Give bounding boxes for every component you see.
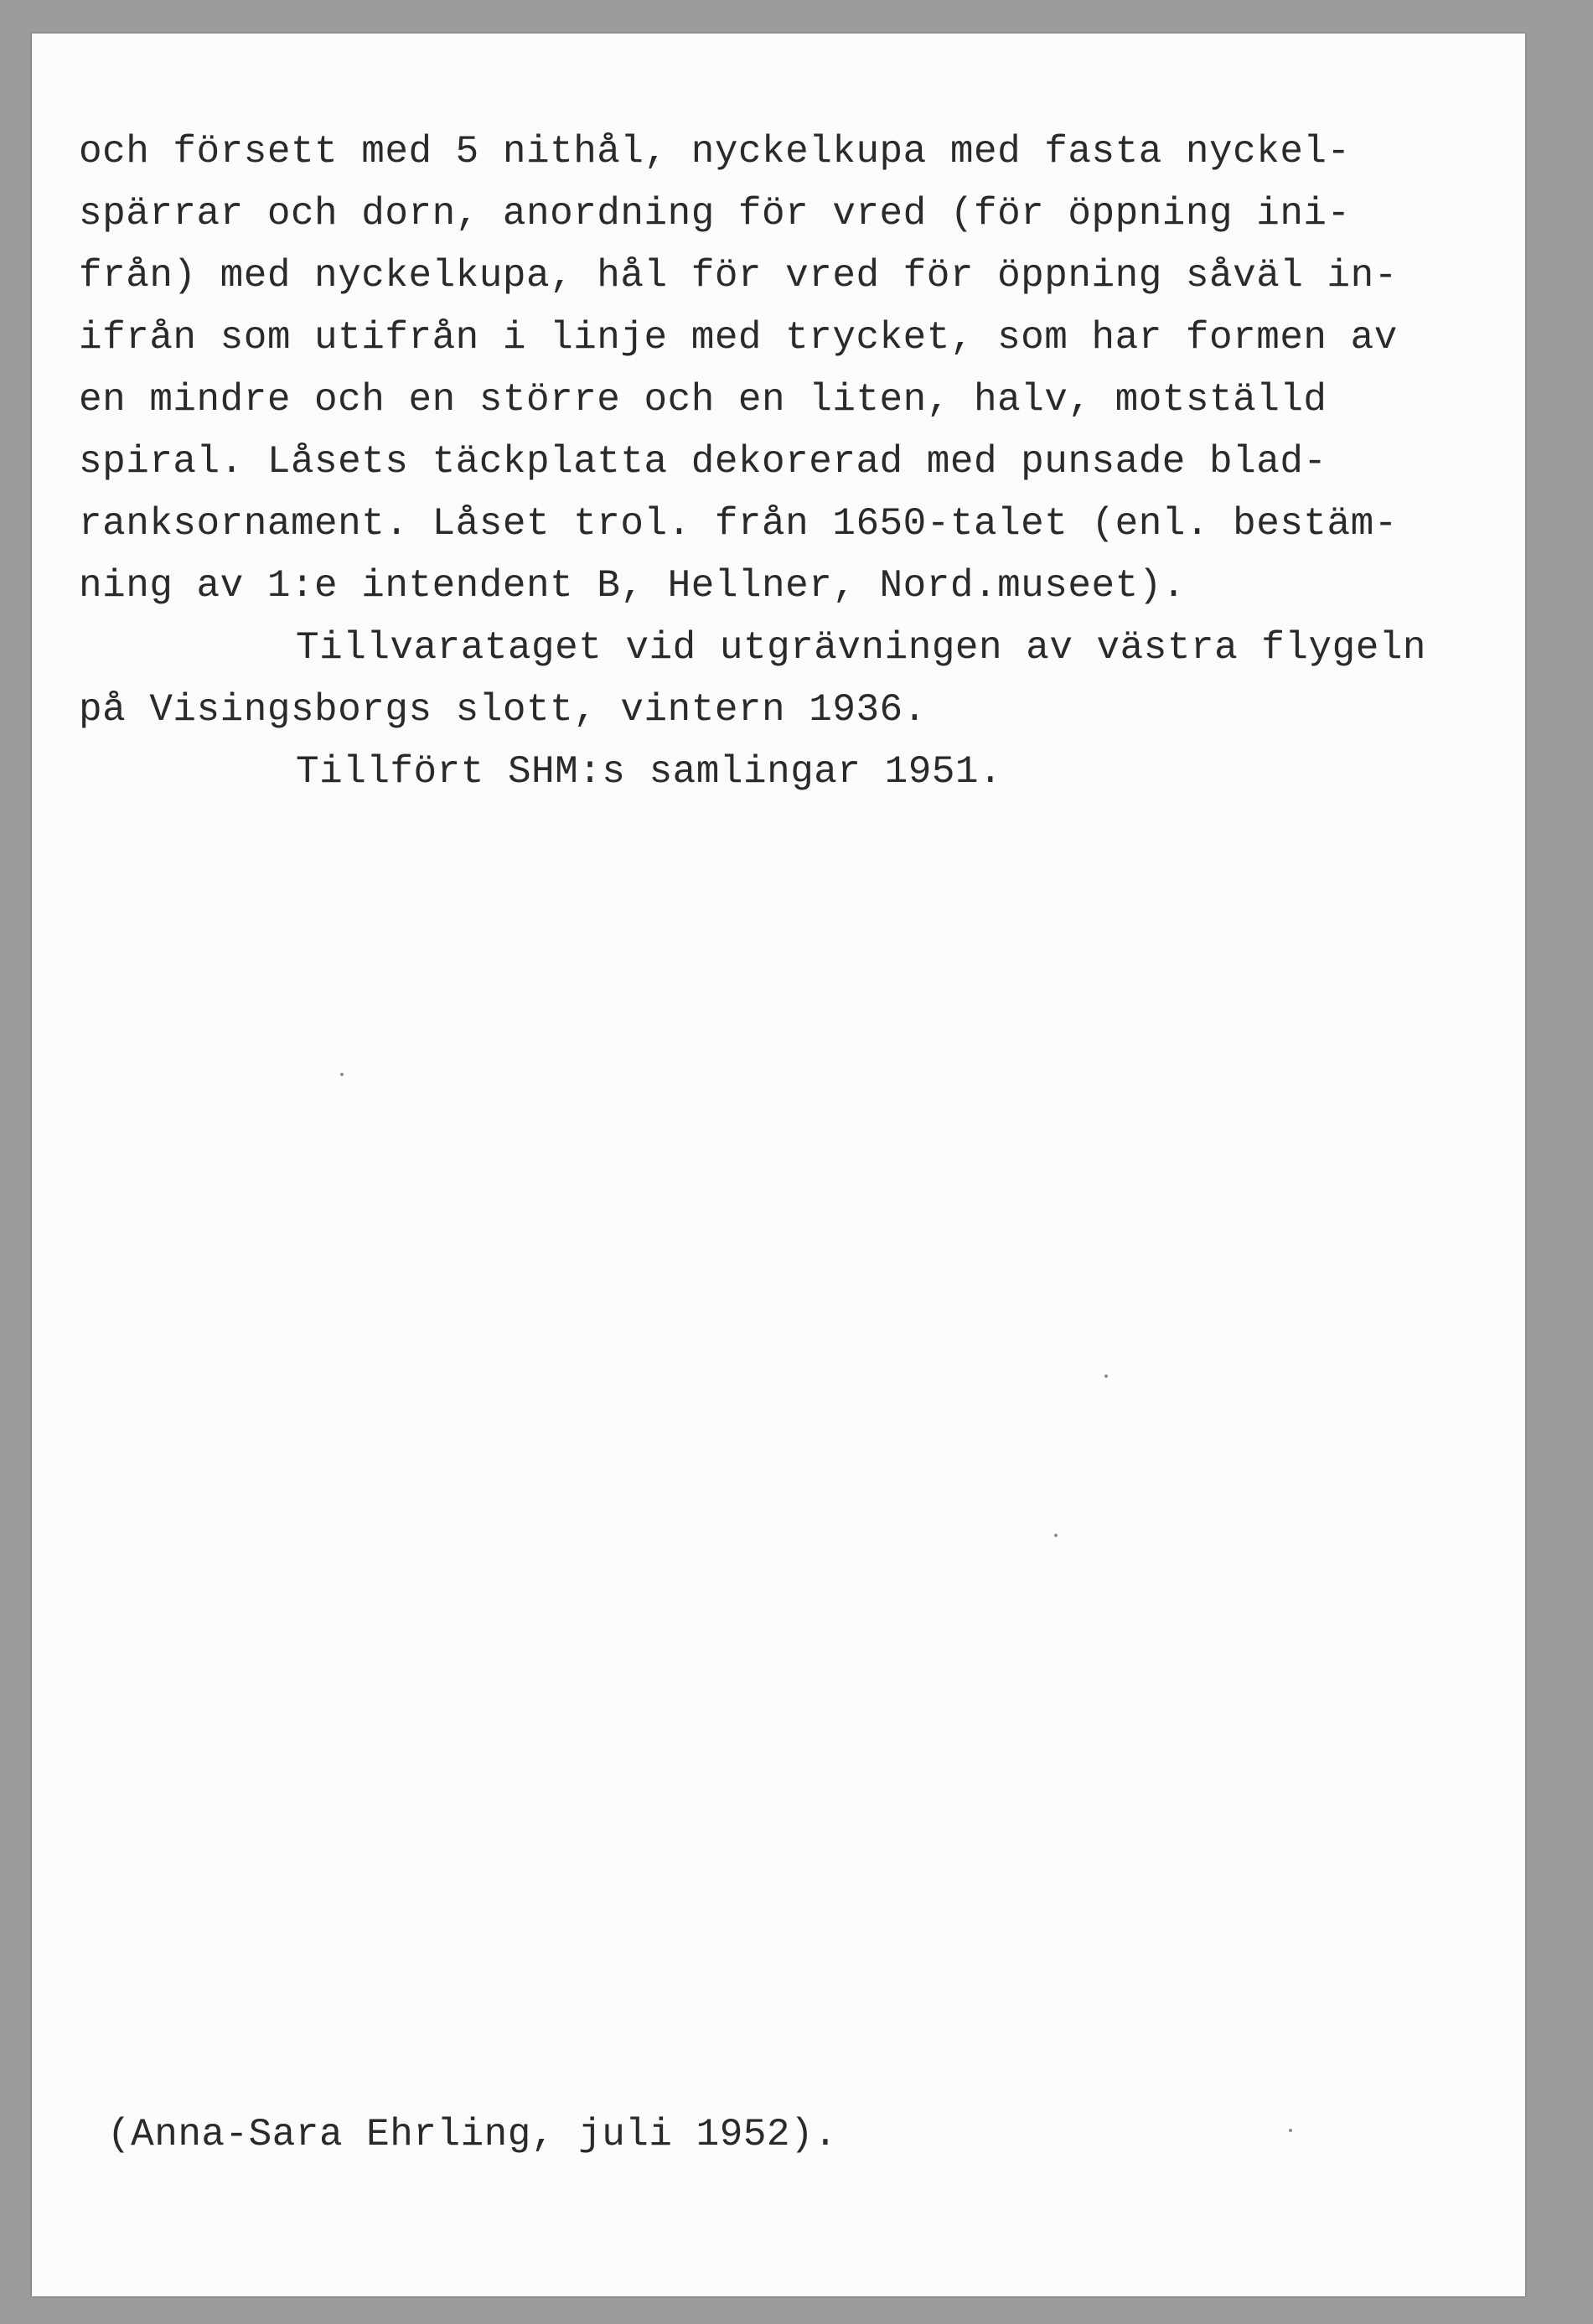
- text-line-8: ning av 1:e intendent B, Hellner, Nord.museet).: [79, 564, 1186, 608]
- text-line-2: spärrar och dorn, anordning för vred (för öppning ini-: [79, 192, 1351, 236]
- archive-card: [32, 34, 1525, 2296]
- text-line-1: och försett med 5 nithål, nyckelkupa med fasta nyckel-: [79, 130, 1351, 173]
- paper-speck: [1289, 2129, 1292, 2132]
- text-line-11: Tillfört SHM:s samlingar 1951.: [296, 750, 1003, 794]
- faded-header-text: [82, 52, 1456, 67]
- text-line-9: Tillvarataget vid utgrävningen av västra flygeln: [296, 626, 1427, 670]
- text-line-10: på Visingsborgs slott, vintern 1936.: [79, 688, 927, 732]
- signature-line: (Anna-Sara Ehrling, juli 1952).: [107, 2113, 838, 2156]
- paper-speck: [1104, 1374, 1108, 1378]
- text-line-7: ranksornament. Låset trol. från 1650-talet (enl. bestäm-: [79, 502, 1398, 546]
- text-line-4: ifrån som utifrån i linje med trycket, som har formen av: [79, 316, 1398, 360]
- text-line-6: spiral. Låsets täckplatta dekorerad med punsade blad-: [79, 440, 1327, 484]
- paper-speck: [1054, 1534, 1058, 1537]
- text-line-3: från) med nyckelkupa, hål för vred för öppning såväl in-: [79, 254, 1398, 298]
- text-line-5: en mindre och en större och en liten, halv, motställd: [79, 378, 1327, 422]
- paper-speck: [340, 1073, 344, 1076]
